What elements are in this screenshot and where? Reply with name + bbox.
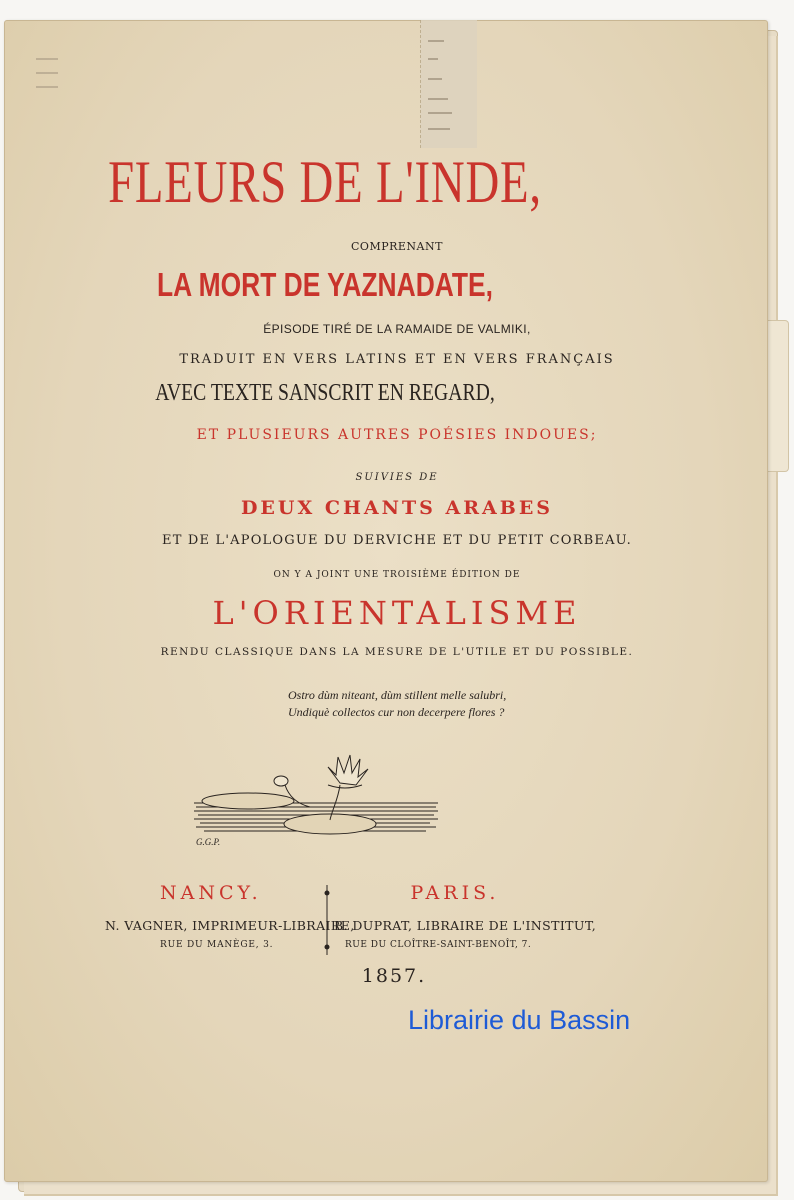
label-mark: [428, 58, 438, 60]
label-mark: [428, 78, 442, 80]
label-mark: [428, 98, 448, 100]
publication-year: 1857.: [361, 965, 427, 987]
lily-bud: [274, 776, 288, 786]
epigraph-line-2: Undiquè collectos cur non decerpere flores ?: [288, 705, 505, 719]
left-publisher: N. VAGNER, IMPRIMEUR-LIBRAIRE,: [105, 918, 355, 933]
poems-line: ET PLUSIEURS AUTRES POÉSIES INDOUES;: [196, 427, 598, 443]
page-tab-strip: [766, 320, 789, 472]
comprenant-text: COMPRENANT: [351, 240, 443, 253]
label-mark: [428, 112, 452, 114]
lily-pad-left: [202, 793, 294, 809]
translation-line: TRADUIT EN VERS LATINS ET EN VERS FRANÇAIS: [179, 352, 615, 367]
epigraph-line-1: Ostro dùm niteant, dùm stillent melle salubri,: [288, 688, 507, 702]
margin-mark: [36, 86, 58, 88]
apologue-line: ET DE L'APOLOGUE DU DERVICHE ET DU PETIT CORBEAU.: [162, 533, 632, 548]
followed-by-line: SUIVIES DE: [355, 472, 439, 483]
book-title: FLEURS DE L'INDE,: [108, 149, 542, 215]
lily-pad-center: [284, 814, 376, 834]
sanskrit-line: AVEC TEXTE SANSCRIT EN REGARD,: [155, 380, 495, 406]
left-city: NANCY.: [160, 882, 262, 904]
right-city: PARIS.: [410, 882, 500, 904]
imprint-divider: [323, 885, 331, 955]
label-mark: [428, 128, 450, 130]
flower-base: [328, 785, 362, 788]
right-publisher: B. DUPRAT, LIBRAIRE DE L'INSTITUT,: [334, 918, 597, 933]
margin-mark: [36, 58, 58, 60]
water-lily-vignette: [190, 745, 442, 850]
label-mark: [428, 40, 444, 42]
third-edition-line: ON Y A JOINT UNE TROISIÈME ÉDITION DE: [273, 570, 521, 580]
classic-line: RENDU CLASSIQUE DANS LA MESURE DE L'UTILE ET DU POSSIBLE.: [160, 646, 634, 658]
water-lily-flower: [328, 755, 368, 785]
left-address: RUE DU MANÈGE, 3.: [160, 940, 274, 950]
arab-songs-heading: DEUX CHANTS ARABES: [240, 497, 554, 519]
episode-line: ÉPISODE TIRÉ DE LA RAMAIDE DE VALMIKI,: [263, 322, 531, 336]
margin-mark: [36, 72, 58, 74]
subtitle: LA MORT DE YAZNADATE,: [157, 266, 493, 303]
right-address: RUE DU CLOÎTRE-SAINT-BENOÎT, 7.: [345, 940, 532, 950]
orientalisme-heading: L'ORIENTALISME: [212, 594, 582, 632]
vignette-signature: G.G.P.: [196, 837, 221, 847]
seller-watermark: Librairie du Bassin: [408, 1005, 631, 1035]
